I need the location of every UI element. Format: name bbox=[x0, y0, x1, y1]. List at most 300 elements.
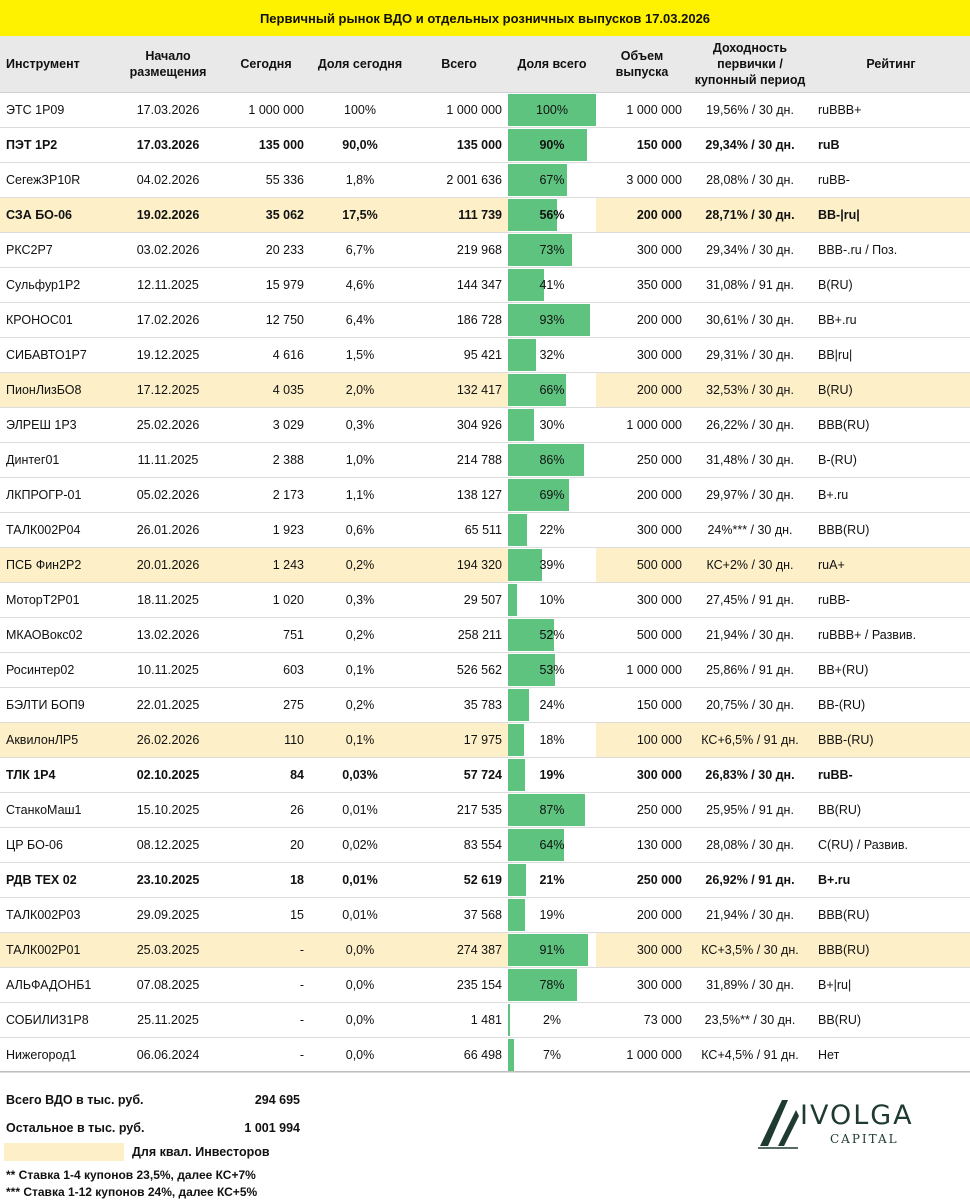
cell-share-total bbox=[508, 618, 596, 653]
cell-start: 11.11.2025 bbox=[114, 443, 222, 478]
cell-rating: BBB-.ru / Поз. bbox=[812, 233, 970, 268]
cell-total: 138 127 bbox=[410, 478, 508, 513]
cell-total: 526 562 bbox=[410, 653, 508, 688]
cell-start: 17.03.2026 bbox=[114, 93, 222, 128]
cell-rating: BBB(RU) bbox=[812, 933, 970, 968]
cell-start: 04.02.2026 bbox=[114, 163, 222, 198]
cell-share-today: 1,0% bbox=[310, 443, 410, 478]
table-row bbox=[0, 583, 970, 618]
cell-share-total bbox=[508, 548, 596, 583]
cell-rating: B+|ru| bbox=[812, 968, 970, 1003]
cell-start: 23.10.2025 bbox=[114, 863, 222, 898]
share-total-label: 19% bbox=[539, 768, 565, 782]
table-row bbox=[0, 898, 970, 933]
cell-total: 217 535 bbox=[410, 793, 508, 828]
cell-rating: ruA+ bbox=[812, 548, 970, 583]
cell-share-today: 0,0% bbox=[310, 1003, 410, 1038]
cell-rating: ruBBB+ / Развив. bbox=[812, 618, 970, 653]
cell-total: 65 511 bbox=[410, 513, 508, 548]
cell-share-total bbox=[508, 793, 596, 828]
share-total-label: 18% bbox=[539, 733, 565, 747]
cell-share-today: 17,5% bbox=[310, 198, 410, 233]
cell-instrument: ТАЛК002Р03 bbox=[0, 898, 114, 933]
cell-share-today: 6,7% bbox=[310, 233, 410, 268]
cell-instrument: ПионЛизБО8 bbox=[0, 373, 114, 408]
cell-instrument: ЭЛРЕШ 1Р3 bbox=[0, 408, 114, 443]
cell-start: 17.03.2026 bbox=[114, 128, 222, 163]
cell-today: 1 243 bbox=[222, 548, 310, 583]
share-total-label: 22% bbox=[539, 523, 565, 537]
table-row bbox=[0, 688, 970, 723]
cell-yield: 29,97% / 30 дн. bbox=[688, 478, 812, 513]
cell-start: 29.09.2025 bbox=[114, 898, 222, 933]
header-instrument: Инструмент bbox=[0, 36, 114, 93]
cell-yield: 24%*** / 30 дн. bbox=[688, 513, 812, 548]
page-title: Первичный рынок ВДО и отдельных розничных выпусков 17.03.2026 bbox=[0, 0, 970, 36]
share-total-label: 52% bbox=[539, 628, 565, 642]
cell-today: 84 bbox=[222, 758, 310, 793]
cell-rating: BBB(RU) bbox=[812, 898, 970, 933]
cell-instrument: АЛЬФАДОНБ1 bbox=[0, 968, 114, 1003]
cell-total: 111 739 bbox=[410, 198, 508, 233]
cell-total: 1 000 000 bbox=[410, 93, 508, 128]
cell-instrument: СегежЗР10R bbox=[0, 163, 114, 198]
cell-share-total bbox=[508, 233, 596, 268]
cell-yield: 31,89% / 30 дн. bbox=[688, 968, 812, 1003]
cell-yield: 29,34% / 30 дн. bbox=[688, 233, 812, 268]
cell-volume: 500 000 bbox=[596, 618, 688, 653]
cell-rating: BB(RU) bbox=[812, 793, 970, 828]
share-total-label: 41% bbox=[539, 278, 565, 292]
cell-total: 1 481 bbox=[410, 1003, 508, 1038]
footer-divider bbox=[0, 1071, 970, 1072]
cell-instrument: ЭТС 1Р09 bbox=[0, 93, 114, 128]
cell-volume: 300 000 bbox=[596, 758, 688, 793]
cell-rating: B+.ru bbox=[812, 478, 970, 513]
cell-today: 4 035 bbox=[222, 373, 310, 408]
cell-total: 95 421 bbox=[410, 338, 508, 373]
cell-yield: 20,75% / 30 дн. bbox=[688, 688, 812, 723]
cell-today: 2 388 bbox=[222, 443, 310, 478]
share-total-label: 87% bbox=[539, 803, 565, 817]
share-total-label: 78% bbox=[539, 978, 565, 992]
cell-total: 274 387 bbox=[410, 933, 508, 968]
cell-rating: ruBB- bbox=[812, 163, 970, 198]
cell-share-total bbox=[508, 898, 596, 933]
cell-volume: 200 000 bbox=[596, 478, 688, 513]
share-total-label: 86% bbox=[539, 453, 565, 467]
cell-instrument: МоторТ2Р01 bbox=[0, 583, 114, 618]
cell-start: 25.11.2025 bbox=[114, 1003, 222, 1038]
cell-share-today: 1,5% bbox=[310, 338, 410, 373]
cell-volume: 300 000 bbox=[596, 338, 688, 373]
cell-share-total bbox=[508, 828, 596, 863]
cell-share-total bbox=[508, 863, 596, 898]
table-row bbox=[0, 548, 970, 583]
cell-yield: 26,83% / 30 дн. bbox=[688, 758, 812, 793]
header-share-total: Доля всего bbox=[508, 36, 596, 93]
cell-volume: 300 000 bbox=[596, 933, 688, 968]
cell-yield: 21,94% / 30 дн. bbox=[688, 618, 812, 653]
cell-rating: BB|ru| bbox=[812, 338, 970, 373]
cell-rating: B(RU) bbox=[812, 373, 970, 408]
cell-total: 66 498 bbox=[410, 1038, 508, 1073]
cell-today: - bbox=[222, 968, 310, 1003]
table-row bbox=[0, 233, 970, 268]
cell-yield: 30,61% / 30 дн. bbox=[688, 303, 812, 338]
qualified-investors-label: Для квал. Инвесторов bbox=[132, 1145, 270, 1159]
cell-share-total bbox=[508, 478, 596, 513]
cell-start: 17.02.2026 bbox=[114, 303, 222, 338]
cell-instrument: ПЭТ 1Р2 bbox=[0, 128, 114, 163]
logo-sub: CAPITAL bbox=[830, 1132, 899, 1146]
cell-share-total bbox=[508, 758, 596, 793]
cell-rating: BB-(RU) bbox=[812, 688, 970, 723]
cell-share-total bbox=[508, 583, 596, 618]
header-today: Сегодня bbox=[222, 36, 310, 93]
cell-start: 08.12.2025 bbox=[114, 828, 222, 863]
share-total-label: 7% bbox=[542, 1048, 562, 1062]
cell-rating: BB+(RU) bbox=[812, 653, 970, 688]
cell-share-today: 0,0% bbox=[310, 1038, 410, 1073]
share-total-label: 93% bbox=[539, 313, 565, 327]
table-row bbox=[0, 408, 970, 443]
cell-start: 12.11.2025 bbox=[114, 268, 222, 303]
cell-share-today: 0,2% bbox=[310, 548, 410, 583]
cell-volume: 1 000 000 bbox=[596, 93, 688, 128]
cell-share-today: 0,01% bbox=[310, 898, 410, 933]
cell-start: 10.11.2025 bbox=[114, 653, 222, 688]
cell-total: 83 554 bbox=[410, 828, 508, 863]
table-row bbox=[0, 338, 970, 373]
cell-yield: 28,08% / 30 дн. bbox=[688, 163, 812, 198]
header-yield: Доходность первички / купонный период bbox=[688, 36, 812, 93]
cell-share-today: 90,0% bbox=[310, 128, 410, 163]
cell-today: 2 173 bbox=[222, 478, 310, 513]
cell-total: 135 000 bbox=[410, 128, 508, 163]
total-vdo-label: Всего ВДО в тыс. руб. bbox=[6, 1093, 144, 1107]
cell-volume: 500 000 bbox=[596, 548, 688, 583]
cell-start: 26.01.2026 bbox=[114, 513, 222, 548]
cell-instrument: ЦР БО-06 bbox=[0, 828, 114, 863]
cell-volume: 150 000 bbox=[596, 688, 688, 723]
table-row bbox=[0, 968, 970, 1003]
cell-volume: 300 000 bbox=[596, 233, 688, 268]
cell-rating: BB-|ru| bbox=[812, 198, 970, 233]
cell-instrument: ТАЛК002Р01 bbox=[0, 933, 114, 968]
cell-volume: 350 000 bbox=[596, 268, 688, 303]
cell-rating: BB+.ru bbox=[812, 303, 970, 338]
share-total-label: 2% bbox=[542, 1013, 562, 1027]
cell-share-today: 1,1% bbox=[310, 478, 410, 513]
cell-today: 20 bbox=[222, 828, 310, 863]
table-row bbox=[0, 443, 970, 478]
cell-share-total bbox=[508, 303, 596, 338]
cell-instrument: СИБАВТО1Р7 bbox=[0, 338, 114, 373]
cell-today: 3 029 bbox=[222, 408, 310, 443]
cell-start: 03.02.2026 bbox=[114, 233, 222, 268]
cell-total: 2 001 636 bbox=[410, 163, 508, 198]
cell-total: 17 975 bbox=[410, 723, 508, 758]
cell-share-today: 0,2% bbox=[310, 618, 410, 653]
share-total-label: 56% bbox=[539, 208, 565, 222]
cell-volume: 150 000 bbox=[596, 128, 688, 163]
table-row bbox=[0, 478, 970, 513]
share-total-label: 19% bbox=[539, 908, 565, 922]
cell-total: 144 347 bbox=[410, 268, 508, 303]
cell-volume: 200 000 bbox=[596, 303, 688, 338]
cell-yield: КС+2% / 30 дн. bbox=[688, 548, 812, 583]
cell-yield: 27,45% / 91 дн. bbox=[688, 583, 812, 618]
cell-volume: 1 000 000 bbox=[596, 1038, 688, 1073]
cell-today: - bbox=[222, 1003, 310, 1038]
cell-rating: C(RU) / Развив. bbox=[812, 828, 970, 863]
footnote-2: *** Ставка 1-12 купонов 24%, далее КС+5% bbox=[6, 1185, 258, 1199]
cell-total: 214 788 bbox=[410, 443, 508, 478]
header-start: Начало размещения bbox=[114, 36, 222, 93]
cell-volume: 250 000 bbox=[596, 793, 688, 828]
cell-rating: BBB(RU) bbox=[812, 408, 970, 443]
table-row bbox=[0, 828, 970, 863]
cell-share-total bbox=[508, 968, 596, 1003]
other-label: Остальное в тыс. руб. bbox=[6, 1121, 145, 1135]
cell-today: 35 062 bbox=[222, 198, 310, 233]
cell-today: 603 bbox=[222, 653, 310, 688]
cell-instrument: ЛКПРОГР-01 bbox=[0, 478, 114, 513]
cell-volume: 130 000 bbox=[596, 828, 688, 863]
share-total-label: 53% bbox=[539, 663, 565, 677]
cell-volume: 200 000 bbox=[596, 373, 688, 408]
share-total-label: 39% bbox=[539, 558, 565, 572]
cell-total: 35 783 bbox=[410, 688, 508, 723]
cell-start: 25.02.2026 bbox=[114, 408, 222, 443]
cell-total: 29 507 bbox=[410, 583, 508, 618]
cell-yield: 26,92% / 91 дн. bbox=[688, 863, 812, 898]
cell-today: 1 000 000 bbox=[222, 93, 310, 128]
cell-instrument: РДВ ТЕХ 02 bbox=[0, 863, 114, 898]
cell-today: 12 750 bbox=[222, 303, 310, 338]
cell-rating: BB(RU) bbox=[812, 1003, 970, 1038]
cell-share-today: 0,01% bbox=[310, 863, 410, 898]
cell-share-total bbox=[508, 1038, 596, 1073]
share-total-label: 30% bbox=[539, 418, 565, 432]
cell-share-today: 100% bbox=[310, 93, 410, 128]
cell-volume: 200 000 bbox=[596, 898, 688, 933]
cell-today: 26 bbox=[222, 793, 310, 828]
cell-today: - bbox=[222, 1038, 310, 1073]
cell-start: 15.10.2025 bbox=[114, 793, 222, 828]
share-total-label: 100% bbox=[536, 103, 568, 117]
cell-instrument: МКАОВокс02 bbox=[0, 618, 114, 653]
cell-yield: 29,31% / 30 дн. bbox=[688, 338, 812, 373]
cell-instrument: СтанкоМаш1 bbox=[0, 793, 114, 828]
logo-name: IVOLGA bbox=[800, 1100, 914, 1131]
cell-yield: КС+3,5% / 30 дн. bbox=[688, 933, 812, 968]
cell-rating: ruBB- bbox=[812, 583, 970, 618]
cell-instrument: СОБИЛИЗ1Р8 bbox=[0, 1003, 114, 1038]
cell-share-today: 0,1% bbox=[310, 653, 410, 688]
cell-total: 235 154 bbox=[410, 968, 508, 1003]
cell-share-total bbox=[508, 513, 596, 548]
cell-today: 1 020 bbox=[222, 583, 310, 618]
cell-yield: 28,71% / 30 дн. bbox=[688, 198, 812, 233]
cell-today: 751 bbox=[222, 618, 310, 653]
table-row bbox=[0, 793, 970, 828]
cell-total: 37 568 bbox=[410, 898, 508, 933]
table-row bbox=[0, 933, 970, 968]
cell-yield: КС+4,5% / 91 дн. bbox=[688, 1038, 812, 1073]
cell-share-total bbox=[508, 93, 596, 128]
table-row bbox=[0, 198, 970, 233]
cell-rating: B-(RU) bbox=[812, 443, 970, 478]
cell-rating: B(RU) bbox=[812, 268, 970, 303]
table-row bbox=[0, 863, 970, 898]
cell-rating: ruBB- bbox=[812, 758, 970, 793]
cell-share-today: 0,6% bbox=[310, 513, 410, 548]
cell-yield: 23,5%** / 30 дн. bbox=[688, 1003, 812, 1038]
header-share-today: Доля сегодня bbox=[310, 36, 410, 93]
share-total-label: 69% bbox=[539, 488, 565, 502]
table-row bbox=[0, 723, 970, 758]
table-header-row bbox=[0, 36, 970, 93]
cell-share-total bbox=[508, 723, 596, 758]
cell-instrument: Динтег01 bbox=[0, 443, 114, 478]
cell-volume: 250 000 bbox=[596, 443, 688, 478]
share-total-label: 90% bbox=[539, 138, 565, 152]
cell-total: 258 211 bbox=[410, 618, 508, 653]
cell-share-total bbox=[508, 338, 596, 373]
share-total-label: 91% bbox=[539, 943, 565, 957]
cell-yield: 28,08% / 30 дн. bbox=[688, 828, 812, 863]
cell-volume: 250 000 bbox=[596, 863, 688, 898]
cell-total: 52 619 bbox=[410, 863, 508, 898]
cell-yield: 29,34% / 30 дн. bbox=[688, 128, 812, 163]
table-body bbox=[0, 93, 970, 1073]
cell-share-today: 4,6% bbox=[310, 268, 410, 303]
cell-today: 15 bbox=[222, 898, 310, 933]
cell-today: 110 bbox=[222, 723, 310, 758]
table-row bbox=[0, 268, 970, 303]
other-value: 1 001 994 bbox=[244, 1121, 300, 1135]
share-total-label: 67% bbox=[539, 173, 565, 187]
share-total-label: 73% bbox=[539, 243, 565, 257]
header-total: Всего bbox=[410, 36, 508, 93]
cell-total: 186 728 bbox=[410, 303, 508, 338]
cell-volume: 300 000 bbox=[596, 968, 688, 1003]
cell-share-today: 2,0% bbox=[310, 373, 410, 408]
table-row bbox=[0, 373, 970, 408]
cell-today: 55 336 bbox=[222, 163, 310, 198]
table-row bbox=[0, 1003, 970, 1038]
cell-instrument: КРОНОС01 bbox=[0, 303, 114, 338]
cell-start: 02.10.2025 bbox=[114, 758, 222, 793]
qualified-investors-swatch bbox=[4, 1143, 124, 1161]
cell-yield: 31,08% / 91 дн. bbox=[688, 268, 812, 303]
cell-total: 219 968 bbox=[410, 233, 508, 268]
cell-share-today: 0,01% bbox=[310, 793, 410, 828]
cell-share-today: 0,02% bbox=[310, 828, 410, 863]
share-total-label: 66% bbox=[539, 383, 565, 397]
cell-rating: ruBBB+ bbox=[812, 93, 970, 128]
cell-share-today: 0,0% bbox=[310, 933, 410, 968]
cell-share-total bbox=[508, 443, 596, 478]
cell-rating: B+.ru bbox=[812, 863, 970, 898]
cell-share-today: 0,0% bbox=[310, 968, 410, 1003]
cell-start: 20.01.2026 bbox=[114, 548, 222, 583]
cell-start: 13.02.2026 bbox=[114, 618, 222, 653]
share-total-label: 24% bbox=[539, 698, 565, 712]
header-rating: Рейтинг bbox=[812, 36, 970, 93]
cell-today: 1 923 bbox=[222, 513, 310, 548]
cell-instrument: АквилонЛР5 bbox=[0, 723, 114, 758]
cell-share-today: 1,8% bbox=[310, 163, 410, 198]
table-row bbox=[0, 513, 970, 548]
cell-yield: 32,53% / 30 дн. bbox=[688, 373, 812, 408]
cell-volume: 1 000 000 bbox=[596, 653, 688, 688]
cell-start: 22.01.2025 bbox=[114, 688, 222, 723]
cell-share-today: 6,4% bbox=[310, 303, 410, 338]
cell-start: 19.12.2025 bbox=[114, 338, 222, 373]
cell-rating: Нет bbox=[812, 1038, 970, 1073]
share-total-label: 64% bbox=[539, 838, 565, 852]
cell-share-total bbox=[508, 408, 596, 443]
cell-rating: BBB-(RU) bbox=[812, 723, 970, 758]
cell-start: 18.11.2025 bbox=[114, 583, 222, 618]
primary-market-table bbox=[0, 36, 970, 1073]
cell-start: 17.12.2025 bbox=[114, 373, 222, 408]
cell-yield: 31,48% / 30 дн. bbox=[688, 443, 812, 478]
cell-volume: 200 000 bbox=[596, 198, 688, 233]
cell-start: 26.02.2026 bbox=[114, 723, 222, 758]
cell-share-today: 0,03% bbox=[310, 758, 410, 793]
cell-share-today: 0,3% bbox=[310, 408, 410, 443]
cell-volume: 3 000 000 bbox=[596, 163, 688, 198]
cell-volume: 100 000 bbox=[596, 723, 688, 758]
cell-total: 132 417 bbox=[410, 373, 508, 408]
cell-share-total bbox=[508, 128, 596, 163]
cell-yield: 25,86% / 91 дн. bbox=[688, 653, 812, 688]
cell-share-today: 0,2% bbox=[310, 688, 410, 723]
cell-volume: 73 000 bbox=[596, 1003, 688, 1038]
cell-yield: 19,56% / 30 дн. bbox=[688, 93, 812, 128]
table-row bbox=[0, 163, 970, 198]
cell-instrument: РКС2Р7 bbox=[0, 233, 114, 268]
table-row bbox=[0, 128, 970, 163]
table-row bbox=[0, 303, 970, 338]
table-row bbox=[0, 93, 970, 128]
cell-start: 07.08.2025 bbox=[114, 968, 222, 1003]
cell-today: 4 616 bbox=[222, 338, 310, 373]
cell-today: 18 bbox=[222, 863, 310, 898]
cell-instrument: СЗА БО-06 bbox=[0, 198, 114, 233]
total-vdo-value: 294 695 bbox=[254, 1093, 300, 1107]
share-total-label: 21% bbox=[539, 873, 565, 887]
cell-share-total bbox=[508, 268, 596, 303]
cell-share-total bbox=[508, 688, 596, 723]
cell-yield: 26,22% / 30 дн. bbox=[688, 408, 812, 443]
cell-today: - bbox=[222, 933, 310, 968]
cell-instrument: Сульфур1Р2 bbox=[0, 268, 114, 303]
cell-share-total bbox=[508, 163, 596, 198]
cell-instrument: ТАЛК002Р04 bbox=[0, 513, 114, 548]
cell-start: 06.06.2024 bbox=[114, 1038, 222, 1073]
share-total-label: 10% bbox=[539, 593, 565, 607]
cell-yield: 21,94% / 30 дн. bbox=[688, 898, 812, 933]
cell-today: 275 bbox=[222, 688, 310, 723]
table-row bbox=[0, 618, 970, 653]
cell-today: 135 000 bbox=[222, 128, 310, 163]
cell-instrument: Росинтер02 bbox=[0, 653, 114, 688]
